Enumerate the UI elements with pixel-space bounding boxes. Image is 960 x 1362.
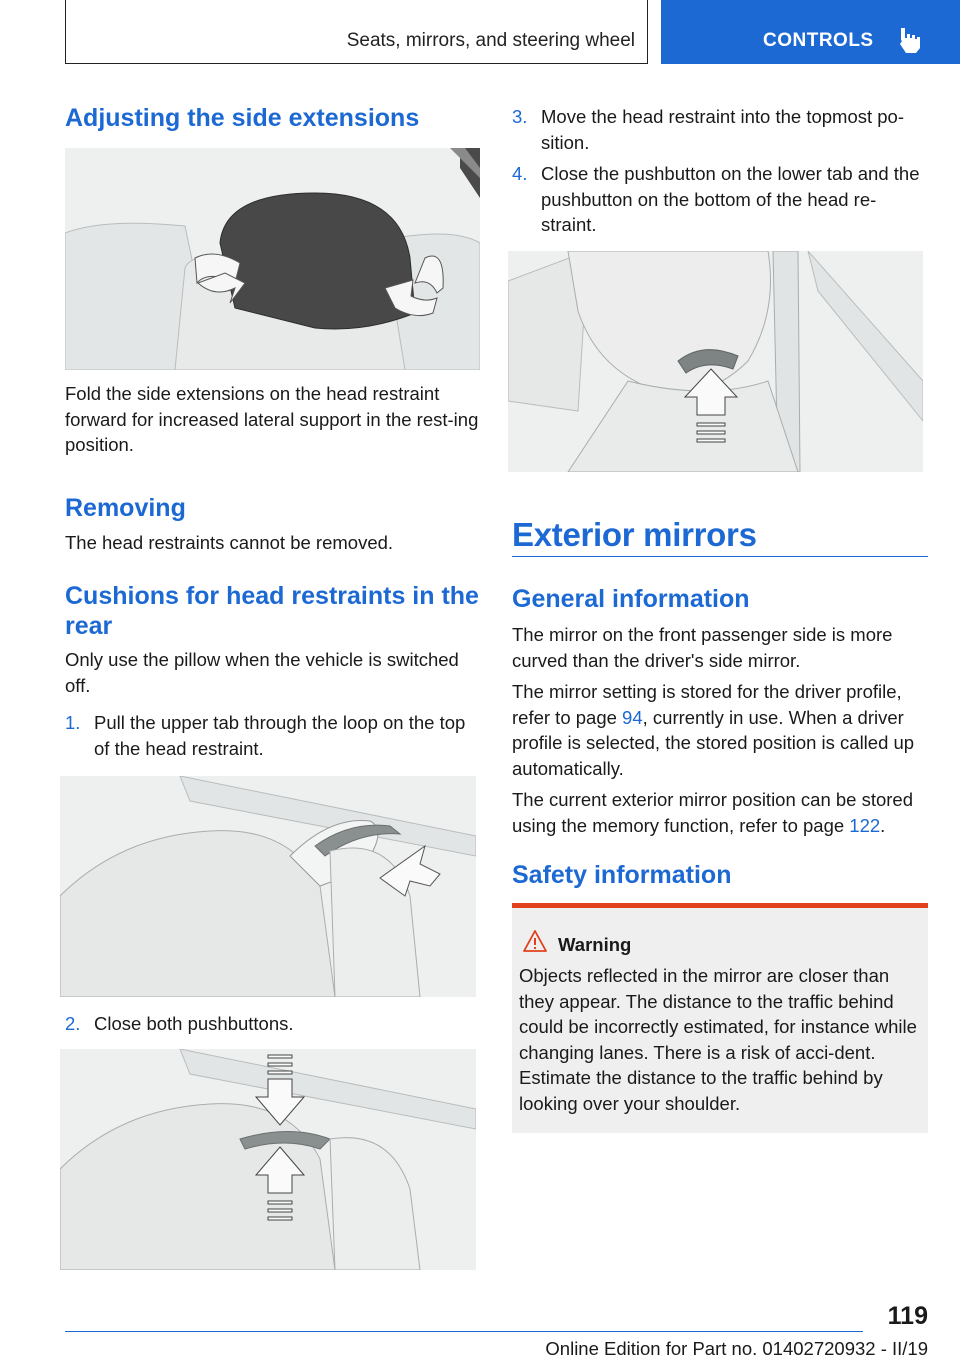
text-run: , currently in use. When a driver profile is selected, the stored position is called up automatically.	[512, 706, 915, 779]
step-text: Pull the upper tab through the loop on the top of the head restraint.	[94, 712, 466, 759]
step-item	[512, 161, 928, 239]
step-text: Move the head restraint into the topmost po-sition.	[541, 106, 905, 153]
paragraph-general-2	[512, 679, 932, 781]
header-section-title: Seats, mirrors, and steering wheel	[346, 30, 635, 51]
page-link-122[interactable]: 122	[849, 814, 881, 836]
warning-title: Warning	[558, 934, 632, 955]
footer-rule	[65, 1331, 863, 1332]
page-link-94[interactable]: 94	[622, 706, 643, 728]
header-chapter-tab[interactable]	[661, 0, 960, 64]
warning-triangle-icon	[522, 929, 548, 953]
paragraph-general-1: The mirror on the front passenger side is more curved than the driver's side mirror.	[512, 624, 893, 671]
footer-edition: Online Edition for Part no. 01402720932 - II/19	[545, 1338, 928, 1359]
step-text: Close both pushbuttons.	[94, 1013, 294, 1034]
text-run: The current exterior mirror position can be stored using the memory function, refer to page	[512, 789, 914, 836]
heading-removing: Removing	[65, 494, 186, 522]
hand-pointer-icon	[897, 26, 921, 54]
text-run: The mirror setting is stored for the driver profile, refer to page	[512, 681, 902, 728]
paragraph-general-3	[512, 787, 932, 838]
step-item	[512, 104, 928, 156]
header-chapter-title: CONTROLS	[763, 30, 874, 51]
illustration-topmost-position	[508, 251, 923, 472]
illustration-pull-tab	[60, 776, 476, 997]
section-rule	[512, 556, 928, 557]
heading-side-extensions: Adjusting the side extensions	[65, 104, 420, 132]
step-number: 2.	[65, 1013, 81, 1034]
page-number: 119	[887, 1302, 928, 1330]
warning-bar	[512, 903, 928, 908]
step-number: 3.	[512, 106, 528, 127]
step-item	[65, 1011, 480, 1039]
step-item	[65, 710, 480, 762]
warning-box	[512, 903, 928, 1133]
illustration-pushbuttons	[60, 1049, 476, 1270]
warning-text: Objects reflected in the mirror are closer than they appear. The distance to the traffic behind could be incorrectly estimated, for instance while changing lanes. There is a risk of acci-dent. Estimate the distance to the traffic behind by looking over your shoulder.	[519, 965, 917, 1114]
step-text: Close the pushbutton on the lower tab and the pushbutton on the bottom of the head re-straint.	[541, 163, 920, 235]
heading-general-information: General information	[512, 585, 750, 613]
heading-cushions: Cushions for head restraints in the rear	[65, 582, 479, 640]
illustration-side-extensions	[65, 148, 480, 370]
paragraph-removing: The head restraints cannot be removed.	[65, 532, 394, 553]
step-number: 4.	[512, 163, 528, 184]
paragraph-side-extensions: Fold the side extensions on the head restraint forward for increased lateral support in the rest-ing position.	[65, 383, 479, 455]
step-number: 1.	[65, 712, 81, 733]
heading-exterior-mirrors: Exterior mirrors	[512, 516, 757, 553]
heading-safety-information: Safety information	[512, 861, 732, 889]
header-section-box	[65, 0, 648, 64]
text-run: .	[880, 814, 886, 836]
paragraph-cushions: Only use the pillow when the vehicle is switched off.	[65, 649, 459, 696]
